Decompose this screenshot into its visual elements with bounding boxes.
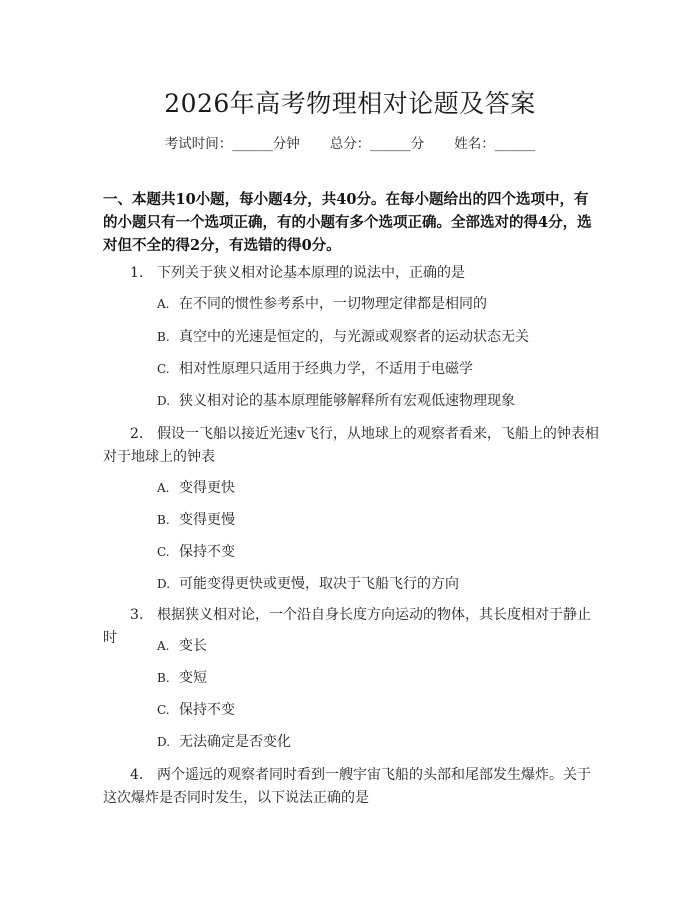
option-letter: D. [157, 735, 171, 749]
question-2-option-d [157, 574, 587, 594]
option-text: 在不同的惯性参考系中，一切物理定律都是相同的 [179, 296, 487, 312]
question-1-option-c [157, 359, 587, 379]
option-letter: C. [157, 362, 170, 376]
option-text: 狭义相对论的基本原理能够解释所有宏观低速物理现象 [179, 393, 515, 409]
question-3-option-c [157, 700, 587, 720]
question-text: 两个遥远的观察者同时看到一艘宇宙飞船的头部和尾部发生爆炸。关于这次爆炸是否同时发生，以下说法正确的是 [103, 767, 591, 806]
option-text: 真空中的光速是恒定的，与光源或观察者的运动状态无关 [179, 329, 529, 345]
option-text: 变短 [179, 670, 207, 686]
exam-info-line [0, 132, 700, 152]
question-number: 4. [130, 767, 144, 783]
question-3-option-d [157, 732, 587, 752]
question-1-option-a [157, 294, 587, 314]
question-2 [103, 423, 600, 469]
question-number: 1. [130, 265, 144, 281]
option-letter: A. [157, 297, 170, 311]
option-letter: B. [157, 330, 170, 344]
section-heading: 一、本题共10小题，每小题4分，共40分。在每小题给出的四个选项中，有的小题只有一个选项正确，有的小题有多个选项正确。全部选对的得4分，选对但不全的得2分，有选错的得0分。 [103, 191, 592, 254]
option-text: 无法确定是否变化 [179, 734, 291, 750]
question-1-option-b [157, 327, 587, 347]
question-3-option-b [157, 668, 587, 688]
option-letter: C. [157, 703, 170, 717]
option-letter: B. [157, 513, 170, 527]
option-letter: B. [157, 671, 170, 685]
question-text: 根据狭义相对论，一个沿自身长度方向运动的物体，其长度相对于静止时 [103, 607, 591, 646]
question-2-option-b [157, 510, 587, 530]
page-title: 2026年高考物理相对论题及答案 [164, 89, 536, 118]
option-letter: D. [157, 394, 171, 408]
question-3-option-a [157, 636, 587, 656]
option-text: 变长 [179, 638, 207, 654]
option-letter: D. [157, 577, 171, 591]
question-number: 2. [130, 426, 144, 442]
question-text: 下列关于狭义相对论基本原理的说法中，正确的是 [157, 265, 465, 281]
question-1-option-d [157, 391, 587, 411]
question-2-option-c [157, 542, 587, 562]
option-text: 变得更快 [179, 480, 235, 496]
question-number: 3. [130, 607, 144, 623]
question-text: 假设一飞船以接近光速v飞行，从地球上的观察者看来，飞船上的钟表相对于地球上的钟表 [103, 426, 599, 465]
option-letter: A. [157, 481, 170, 495]
total-score-field: 总分：______分 [329, 136, 425, 152]
option-letter: C. [157, 545, 170, 559]
name-field: 姓名：______ [454, 136, 536, 152]
option-text: 相对性原理只适用于经典力学，不适用于电磁学 [179, 361, 473, 377]
question-4 [103, 764, 600, 810]
option-text: 保持不变 [179, 702, 235, 718]
option-text: 可能变得更快或更慢，取决于飞船飞行的方向 [179, 576, 459, 592]
exam-time-field: 考试时间：______分钟 [164, 136, 300, 152]
option-text: 变得更慢 [179, 512, 235, 528]
question-2-option-a [157, 478, 587, 498]
option-text: 保持不变 [179, 544, 235, 560]
option-letter: A. [157, 639, 170, 653]
question-1 [103, 262, 600, 285]
